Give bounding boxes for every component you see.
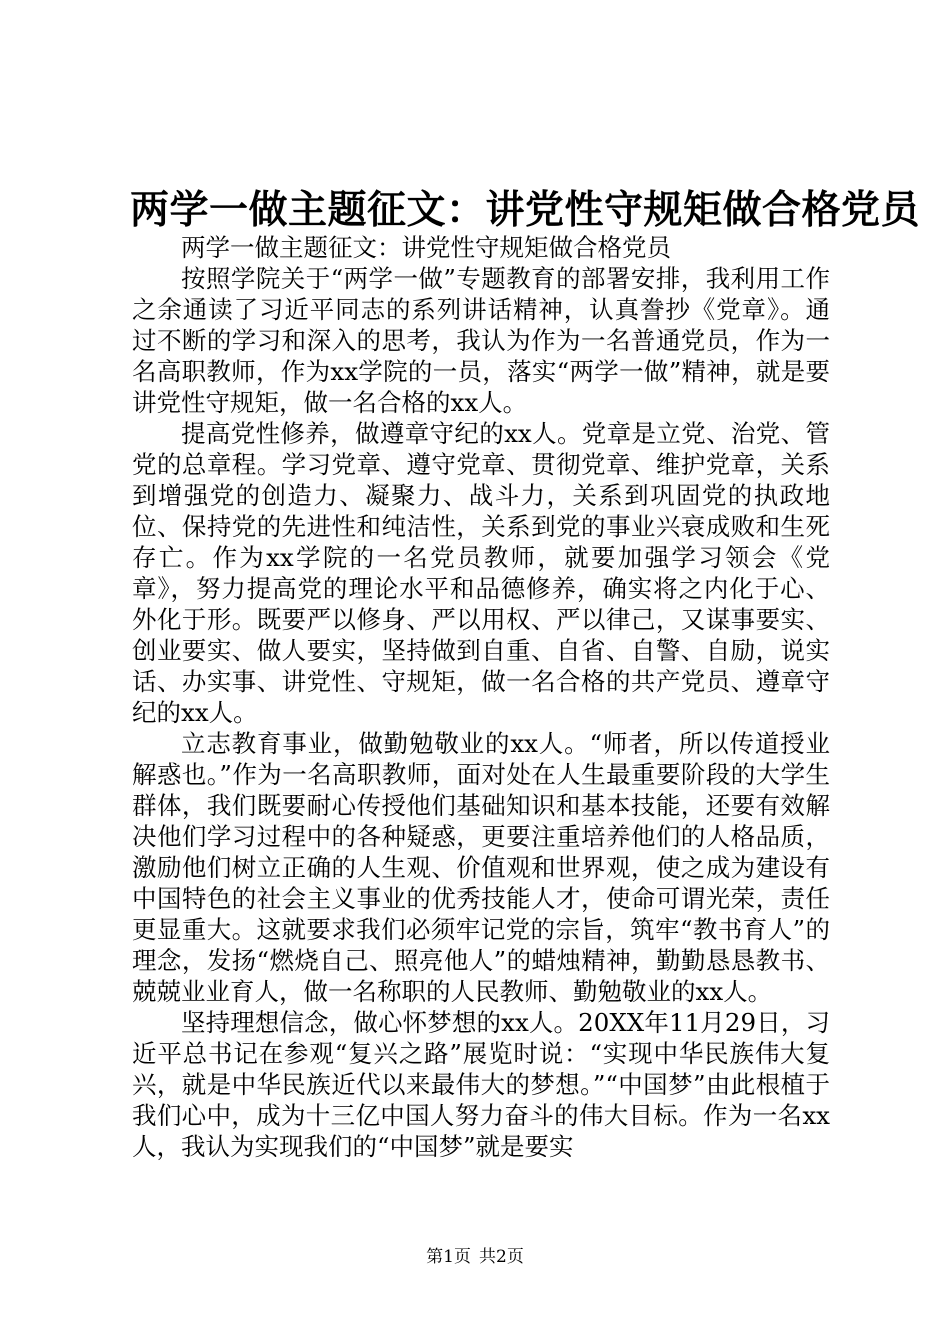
paragraph-party-spirit: 提高党性修养，做遵章守纪的xx人。党章是立党、治党、管党的总章程。学习党章、遵守党章、贯彻党章、维护党章，关系到增强党的创造力、凝聚力、战斗力，关系到巩固党的执政地位、保持党的先进性和纯洁性，关系到党的事业兴衰成败和生死存亡。作为xx学院的一名党员教师，就要加强学习领会《党章》，努力提高党的理论水平和品德修养，确实将之内化于心、外化于形。既要严以修身、严以用权、严以律己，又谋事要实、创业要实、做人要实，坚持做到自重、自省、自警、自励，说实话、办实事、讲党性、守规矩，做一名合格的共产党员、遵章守纪的xx人。 xyxy=(132,419,830,727)
page-total: 共2页 xyxy=(479,1247,524,1267)
paragraph-intro: 按照学院关于“两学一做”专题教育的部署安排，我利用工作之余通读了习近平同志的系列讲话精神，认真誊抄《党章》。通过不断的学习和深入的思考，我认为作为一名普通党员，作为一名高职教师，作为xx学院的一员，落实“两学一做”精神，就是要讲党性守规矩，做一名合格的xx人。 xyxy=(132,264,830,417)
page-number: 第1页 xyxy=(426,1247,471,1267)
page-footer xyxy=(0,1242,950,1267)
paragraph-education: 立志教育事业，做勤勉敬业的xx人。“师者，所以传道授业解惑也。”作为一名高职教师，面对处在人生最重要阶段的大学生群体，我们既要耐心传授他们基础知识和基本技能，还要有效解决他们学习过程中的各种疑惑，更要注重培养他们的人格品质，激励他们树立正确的人生观、价值观和世界观，使之成为建设有中国特色的社会主义事业的优秀技能人才，使命可谓光荣，责任更显重大。这就要求我们必须牢记党的宗旨，筑牢“教书育人”的理念，发扬“燃烧自己、照亮他人”的蜡烛精神，勤勤恳恳教书、兢兢业业育人，做一名称职的人民教师、勤勉敬业的xx人。 xyxy=(132,729,830,1006)
document-body xyxy=(132,232,830,1162)
paragraph-ideals: 坚持理想信念，做心怀梦想的xx人。20XX年11月29日，习近平总书记在参观“复兴之路”展览时说：“实现中华民族伟大复兴，就是中华民族近代以来最伟大的梦想。”“中国梦”由此根植于我们心中，成为十三亿中国人努力奋斗的伟大目标。作为一名xx人，我认为实现我们的“中国梦”就是要实 xyxy=(132,1008,830,1161)
document-title: 两学一做主题征文：讲党性守规矩做合格党员 xyxy=(130,187,921,233)
paragraph-subtitle: 两学一做主题征文：讲党性守规矩做合格党员 xyxy=(181,233,671,262)
